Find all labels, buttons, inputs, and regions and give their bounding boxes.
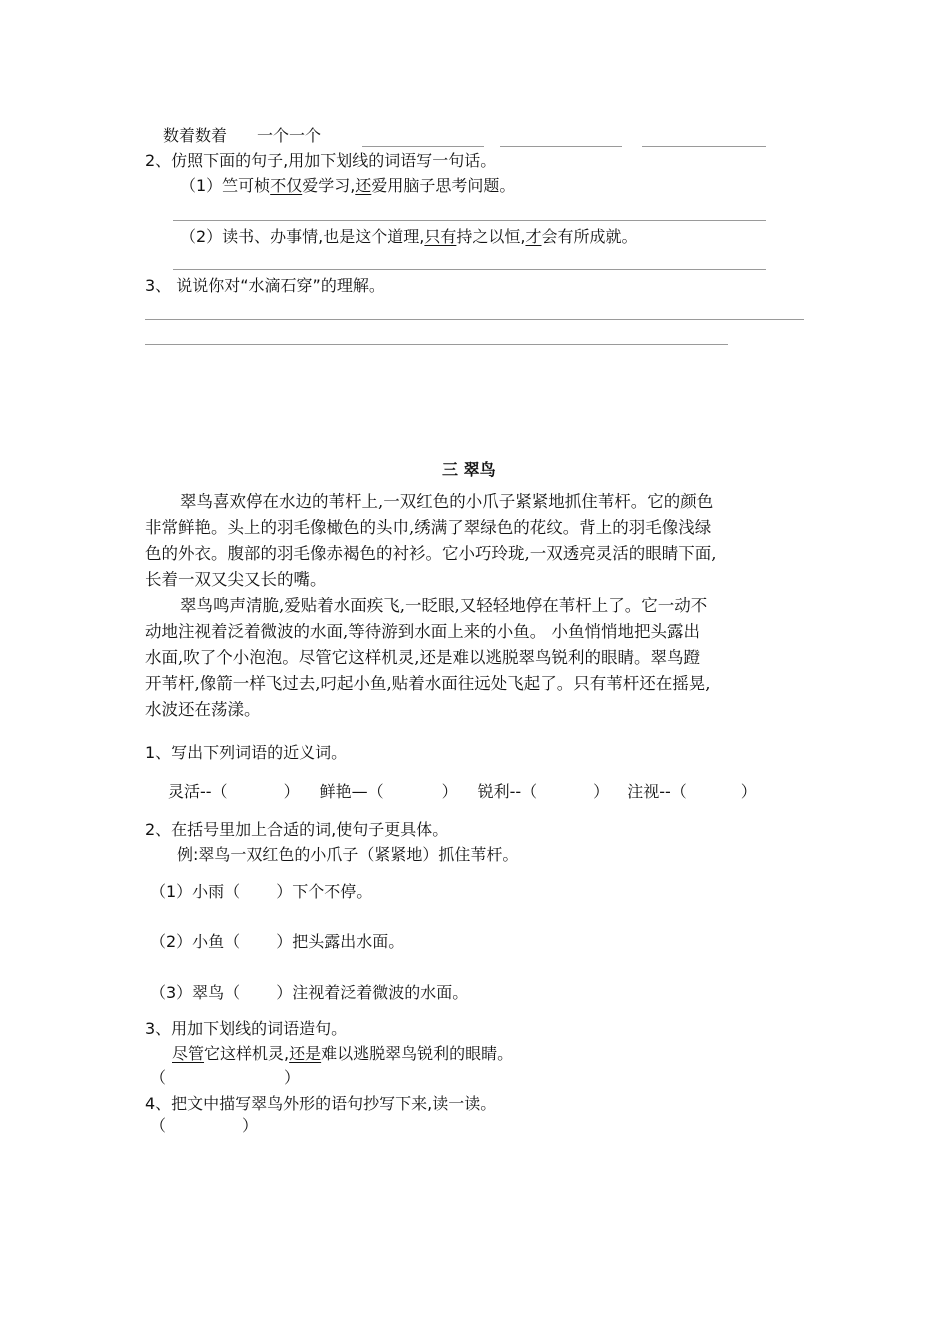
- q3-underlined-2: 还是: [289, 1044, 322, 1063]
- p2-q3-sentence: [172, 1044, 513, 1064]
- s2-suffix: 会有所成就。: [541, 227, 638, 246]
- synonym-close: ）: [283, 782, 300, 801]
- fill-item-b: ）把头露出水面。: [276, 932, 405, 951]
- passage-line: 开苇杆,像箭一样飞过去,叼起小鱼,贴着水面往远处飞起了。只有苇杆还在摇晃,: [145, 674, 711, 693]
- fill-item: [150, 932, 404, 952]
- fill-item: [150, 882, 372, 902]
- fill-item-b: ）注视着泛着微波的水面。: [276, 983, 469, 1002]
- fill-item-a: （3）翠鸟（: [150, 983, 241, 1002]
- passage-line: 水面,吹了个小泡泡。尽管它这样机灵,还是难以逃脱翠鸟锐利的眼睛。翠鸟蹬: [145, 648, 700, 667]
- synonym-close: ）: [593, 782, 610, 801]
- fill-item-a: （1）小雨（: [150, 882, 241, 901]
- p1-q2-sentence-2: [180, 227, 638, 247]
- fill-item-b: ）下个不停。: [276, 882, 373, 901]
- p1-q2-heading: 2、仿照下面的句子,用加下划线的词语写一句话。: [145, 151, 497, 170]
- s1-suffix: 爱用脑子思考问题。: [371, 176, 516, 195]
- answer-bracket: [150, 1068, 300, 1088]
- synonym-item: 锐利--（: [477, 782, 538, 801]
- synonym-item: 灵活--（: [168, 782, 228, 801]
- bracket-close: ）: [284, 1068, 301, 1087]
- s1-underlined-2: 还: [355, 176, 372, 195]
- word-1: 数着数着: [163, 126, 228, 145]
- bracket-open: （: [150, 1116, 167, 1135]
- p2-q2-heading: 2、在括号里加上合适的词,使句子更具体。: [145, 820, 449, 839]
- word-2: 一个一个: [257, 126, 322, 145]
- section-title: 三 翠鸟: [442, 460, 496, 479]
- passage-line: 长着一双又尖又长的嘴。: [145, 570, 327, 589]
- p2-q2-example: 例:翠鸟一双红色的小爪子（紧紧地）抓住苇杆。: [177, 845, 519, 864]
- word-row: [163, 126, 321, 146]
- answer-line: [173, 269, 766, 270]
- answer-line: [145, 319, 804, 320]
- p2-q4-heading: 4、把文中描写翠鸟外形的语句抄写下来,读一读。: [145, 1094, 497, 1113]
- answer-line: [145, 344, 728, 345]
- q3-suffix: 难以逃脱翠鸟锐利的眼睛。: [321, 1044, 514, 1063]
- fill-item-a: （2）小鱼（: [150, 932, 241, 951]
- s2-mid: 持之以恒,: [456, 227, 526, 246]
- answer-line: [500, 146, 622, 147]
- synonym-item: 注视--（: [627, 782, 687, 801]
- synonym-row: [168, 782, 757, 802]
- passage-line: 动地注视着泛着微波的水面,等待游到水面上来的小鱼。 小鱼悄悄地把头露出: [145, 622, 700, 641]
- synonym-item: 鲜艳—（: [319, 782, 384, 801]
- s2-underlined-1: 只有: [424, 227, 457, 246]
- passage-line: 翠鸟鸣声清脆,爱贴着水面疾飞,一眨眼,又轻轻地停在苇杆上了。它一动不: [180, 596, 708, 615]
- passage-line: 翠鸟喜欢停在水边的苇杆上,一双红色的小爪子紧紧地抓住苇杆。它的颜色: [180, 492, 714, 511]
- s2-prefix: （2）读书、办事情,也是这个道理,: [180, 227, 425, 246]
- p1-q2-sentence-1: [180, 176, 515, 196]
- bracket-open: （: [150, 1068, 167, 1087]
- passage-line: 水波还在荡漾。: [145, 700, 261, 719]
- answer-line: [362, 146, 484, 147]
- s2-underlined-2: 才: [525, 227, 542, 246]
- fill-item: [150, 983, 468, 1003]
- s1-mid: 爱学习,: [302, 176, 356, 195]
- s1-underlined-1: 不仅: [270, 176, 303, 195]
- answer-line: [642, 146, 766, 147]
- bracket-close: ）: [242, 1116, 259, 1135]
- answer-bracket: [150, 1116, 258, 1136]
- p1-q3-heading: 3、 说说你对“水滴石穿”的理解。: [145, 276, 385, 295]
- synonym-close: ）: [441, 782, 458, 801]
- p2-q1-heading: 1、写出下列词语的近义词。: [145, 743, 348, 762]
- q3-underlined-1: 尽管: [172, 1044, 205, 1063]
- passage-line: 非常鲜艳。头上的羽毛像橄色的头巾,绣满了翠绿色的花纹。背上的羽毛像浅绿: [145, 518, 712, 537]
- p2-q3-heading: 3、用加下划线的词语造句。: [145, 1019, 348, 1038]
- synonym-close: ）: [740, 782, 757, 801]
- s1-prefix: （1）竺可桢: [180, 176, 271, 195]
- q3-mid: 它这样机灵,: [204, 1044, 290, 1063]
- passage-line: 色的外衣。腹部的羽毛像赤褐色的衬衫。它小巧玲珑,一双透亮灵活的眼睛下面,: [145, 544, 717, 563]
- answer-line: [173, 220, 766, 221]
